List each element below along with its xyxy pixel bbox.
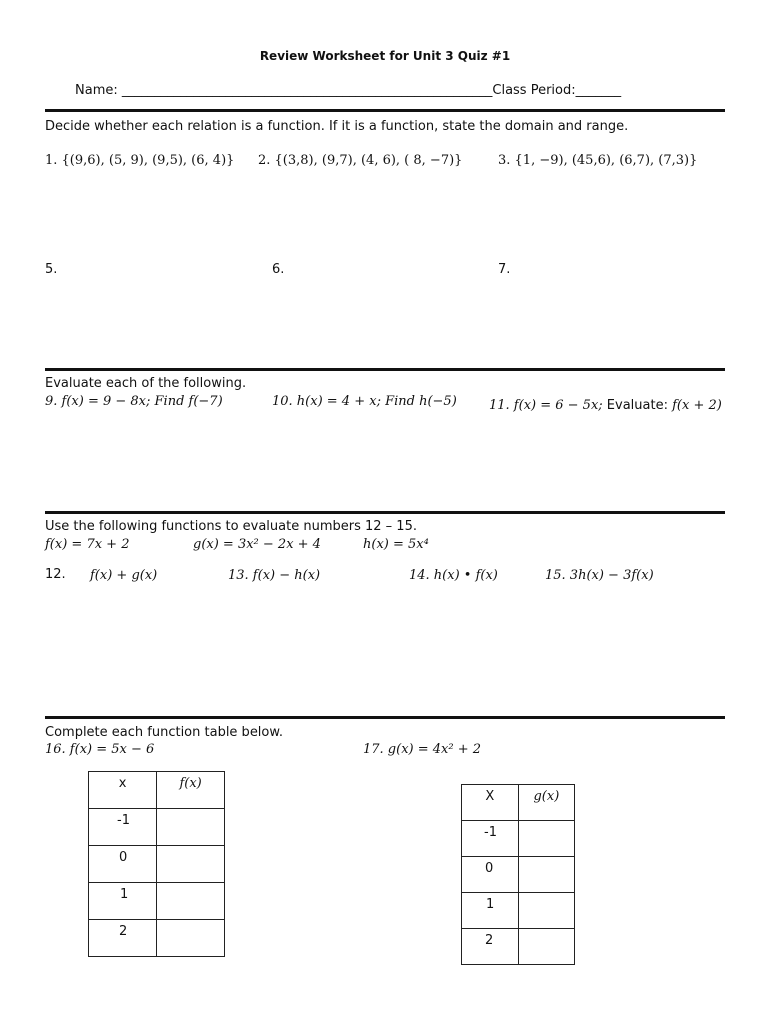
- problem-7-number: 7.: [498, 262, 511, 277]
- section3-instruction: Use the following functions to evaluate numbers 12 – 15.: [45, 519, 417, 534]
- problem-14: 14. h(x) • f(x): [409, 568, 498, 583]
- table-17-answer-cell[interactable]: [518, 857, 574, 893]
- function-f-definition: f(x) = 7x + 2: [45, 537, 130, 552]
- table-16-answer-cell[interactable]: [157, 920, 225, 957]
- problem-10: 10. h(x) = 4 + x; Find h(−5): [272, 394, 457, 409]
- table-17-x-cell: 2: [462, 929, 519, 965]
- problem-11-evaluate-label: Evaluate:: [602, 398, 673, 413]
- problem-17: 17. g(x) = 4x² + 2: [363, 742, 482, 757]
- problem-13: 13. f(x) − h(x): [228, 568, 321, 583]
- table-17-gx-header: g(x): [518, 785, 574, 821]
- section3-divider: [45, 716, 725, 719]
- table-row: [89, 809, 225, 846]
- problem-9: 9. f(x) = 9 − 8x; Find f(−7): [45, 394, 223, 409]
- function-g-definition: g(x) = 3x² − 2x + 4: [193, 537, 321, 552]
- section1-divider: [45, 368, 725, 371]
- function-table-17: [461, 784, 575, 965]
- problem-12-number: 12.: [45, 567, 66, 582]
- problem-11: [489, 394, 722, 413]
- table-16-answer-cell[interactable]: [157, 809, 225, 846]
- class-period-blank: _______: [575, 83, 622, 98]
- table-row: [462, 821, 575, 857]
- problem-1: 1. {(9,6), (5, 9), (9,5), (6, 4)}: [45, 153, 235, 168]
- table-16-x-header: x: [89, 772, 157, 809]
- section2-divider: [45, 511, 725, 514]
- table-16-x-cell: -1: [89, 809, 157, 846]
- section1-instruction: Decide whether each relation is a function. If it is a function, state the domain and range.: [45, 119, 629, 134]
- section4-instruction: Complete each function table below.: [45, 725, 283, 740]
- table-row: [462, 857, 575, 893]
- worksheet-title: Review Worksheet for Unit 3 Quiz #1: [259, 49, 511, 63]
- problem-12: f(x) + g(x): [90, 568, 158, 583]
- table-row: [89, 846, 225, 883]
- table-17-x-cell: 0: [462, 857, 519, 893]
- name-blank: _________________________________________________________: [121, 83, 493, 98]
- table-16-fx-header: f(x): [157, 772, 225, 809]
- table-row: [462, 893, 575, 929]
- problem-11-expression: f(x + 2): [672, 398, 722, 413]
- table-17-answer-cell[interactable]: [518, 929, 574, 965]
- table-16-x-cell: 1: [89, 883, 157, 920]
- problem-15: 15. 3h(x) − 3f(x): [545, 568, 654, 583]
- table-16-answer-cell[interactable]: [157, 846, 225, 883]
- problem-6-number: 6.: [272, 262, 285, 277]
- table-16-header-row: [89, 772, 225, 809]
- table-16-answer-cell[interactable]: [157, 883, 225, 920]
- table-17-x-header: X: [462, 785, 519, 821]
- name-line: [75, 83, 621, 98]
- function-h-definition: h(x) = 5x⁴: [363, 537, 429, 552]
- table-16-x-cell: 2: [89, 920, 157, 957]
- header-divider: [45, 109, 725, 112]
- class-period-label: Class Period:: [492, 83, 576, 98]
- table-17-header-row: [462, 785, 575, 821]
- table-row: [462, 929, 575, 965]
- table-17-x-cell: 1: [462, 893, 519, 929]
- table-17-x-cell: -1: [462, 821, 519, 857]
- problem-11-function: 11. f(x) = 6 − 5x;: [489, 398, 603, 413]
- table-17-answer-cell[interactable]: [518, 821, 574, 857]
- name-label: Name:: [75, 83, 122, 98]
- section2-instruction: Evaluate each of the following.: [45, 376, 247, 391]
- table-row: [89, 883, 225, 920]
- table-row: [89, 920, 225, 957]
- problem-3: 3. {1, −9), (45,6), (6,7), (7,3)}: [498, 153, 698, 168]
- table-16-x-cell: 0: [89, 846, 157, 883]
- problem-2: 2. {(3,8), (9,7), (4, 6), ( 8, −7)}: [258, 153, 463, 168]
- problem-5-number: 5.: [45, 262, 58, 277]
- problem-16: 16. f(x) = 5x − 6: [45, 742, 155, 757]
- table-17-answer-cell[interactable]: [518, 893, 574, 929]
- function-table-16: [88, 771, 225, 957]
